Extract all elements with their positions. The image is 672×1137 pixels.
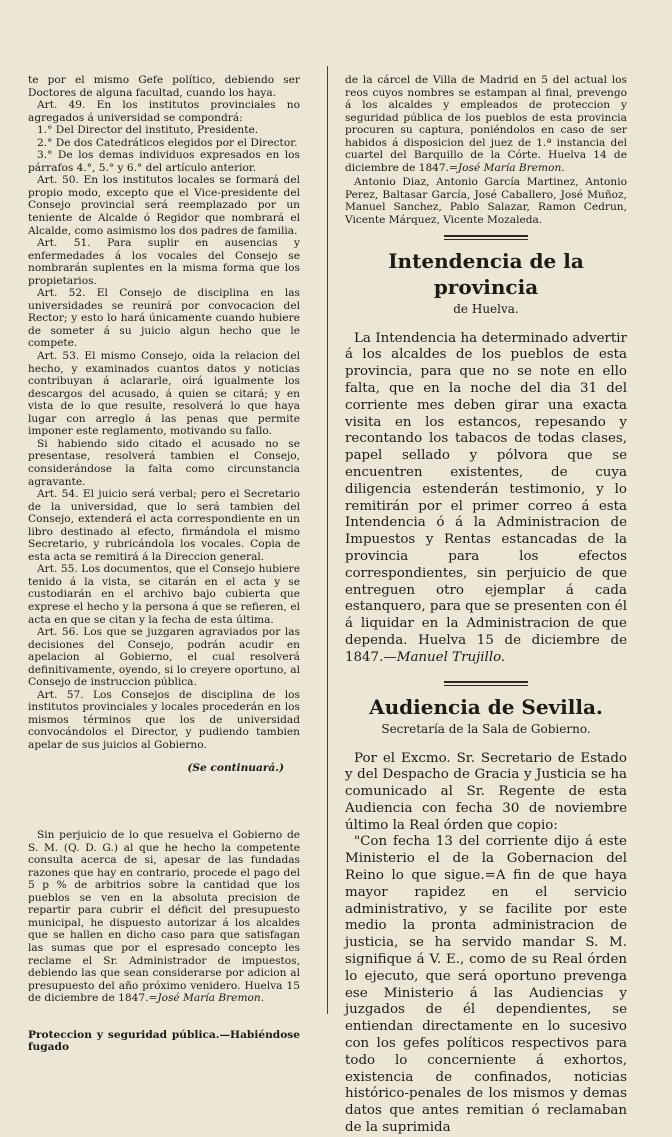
aviso-paragraph xyxy=(28,829,300,1005)
article-52: Art. 52. El Consejo de disciplina en las universidades se reunirá por convocacion del Rector; y esto lo hará únicamente cuando hubiere de someter á su juicio algun hecho que le compete. xyxy=(28,287,300,350)
intendencia-paragraph xyxy=(345,331,627,667)
article-53: Art. 53. El mismo Consejo, oida la relacion del hecho, y examinados cuantos datos y noticias contribuyan á aclararle, oirá igualmente los descargos del acusado, á quien se citará; y en vista de lo que resulte, resolverá lo que haya lugar con arreglo á las penas que permite imponer este reglamento, motivando su fallo. xyxy=(28,350,300,438)
article-53-continuation: Si habiendo sido citado el acusado no se presentase, resolverá tambien el Consejo, considerándose la falta como circunstancia agravante. xyxy=(28,437,300,488)
separator-2 xyxy=(345,681,627,686)
continua-note: (Se continuará.) xyxy=(187,761,284,774)
separator-1 xyxy=(345,235,627,240)
audiencia-paragraph-1: Por el Excmo. Sr. Secretario de Estado y del Despacho de Gracia y Justicia se ha comunicado al Sr. Regente de esta Audiencia con fecha 30 de noviembre último la Real órden que copio: xyxy=(345,750,627,833)
intendencia-heading: Intendencia de la provincia xyxy=(388,248,584,299)
fugitive-names: Antonio Diaz, Antonio García Martinez, Antonio Perez, Baltasar García, José Caballero, José Muñoz, Manuel Sanchez, Pablo Salazar, Ramon Cedrun, Vicente Márquez, Vicente Mozaleda. xyxy=(345,176,627,227)
article-49-item-2: 2.° De dos Catedráticos elegidos por el Director. xyxy=(37,136,298,149)
article-50: Art. 50. En los institutos locales se formará del propio modo, excepto que el Vice-presidente del Consejo provincial será reemplazado por un teniente de Alcalde ó Regidor que nombrará el Alcalde, como asimismo los dos padres de familia. xyxy=(28,174,300,237)
carcel-paragraph xyxy=(345,74,627,174)
left-column xyxy=(28,74,300,1054)
intro-paragraph: te por el mismo Gefe político, debiendo ser Doctores de alguna facultad, cuando los haya. xyxy=(28,74,300,99)
carcel-text: de la cárcel de Villa de Madrid en 5 del actual los reos cuyos nombres se estampan al final, prevengo á los alcaldes y empleados de proteccion y seguridad pública de los pueblos de esta provincia procuren su captura, poniéndolos en caso de ser habidos á disposicion del juez de 1.ª instancia del cuartel del Barquillo de la Córte. Huelva 14 de diciembre de 1847. xyxy=(345,74,627,174)
article-54: Art. 54. El juicio será verbal; pero el Secretario de la universidad, que lo será tambien del Consejo, extenderá el acta correspondiente en un libro destinado al efecto, firmándola el mismo Secretario, y rubricándola los vocales. Copia de esta acta se remitirá á la Direccion general. xyxy=(28,488,300,563)
aviso-signature: =José María Bremon. xyxy=(148,992,265,1005)
article-49-item-3: 3.° De los demas individuos expresados en los párrafos 4.°, 5.° y 6.° del artículo anterior. xyxy=(28,149,300,174)
column-divider xyxy=(327,66,328,1014)
carcel-signature: =José María Bremon. xyxy=(449,161,565,174)
right-column xyxy=(345,74,627,1137)
audiencia-subheading: Secretaría de la Sala de Gobierno. xyxy=(381,721,591,736)
audiencia-paragraph-2: "Con fecha 13 del corriente dijo á este Ministerio el de la Gobernacion del Reino lo que sigue.=A fin de que haya mayor rapidez en el servicio administrativo, y se facilite por este medio la pronta administracion de justicia, se ha servido mandar S. M. signifique á V. E., como de su Real órden lo ejecuto, que será oportuno prevenga ese Ministerio á las Audiencias y juzgados de él dependientes, se entiendan directamente en lo sucesivo con los gefes políticos respectivos para todo lo concerniente á exhortos, existencia de confinados, noticias histórico-penales de los mismos y demas datos que antes remitian ó reclamaban de la suprimida xyxy=(345,834,627,1136)
article-55: Art. 55. Los documentos, que el Consejo hubiere tenido á la vista, se citarán en el acta y se custodiarán en el archivo bajo cubierta que exprese el hecho y la persona á que se refieren, el acta en que se citan y la fecha de esta última. xyxy=(28,563,300,626)
audiencia-heading: Audiencia de Sevilla. xyxy=(369,694,603,719)
article-57: Art. 57. Los Consejos de disciplina de los institutos provinciales y locales procederán en los mismos términos que los de universidad convocándolos el Director, y pudiendo tambien apelar de sus juicios al Gobierno. xyxy=(28,688,300,751)
intendencia-signature: Manuel Trujillo. xyxy=(396,649,506,665)
aviso-text: Sin perjuicio de lo que resuelva el Gobierno de S. M. (Q. D. G.) al que he hecho la competente consulta acerca de si, apesar de las fundadas razones que hay en contrario, procede el pago del 5 p % de arbitrios sobre la cantidad que los pueblos se ven en la absoluta precision de repartir para cubrir el déficit del presupuesto municipal, he dispuesto autorizar á los alcaldes que se hallen en dicho caso para que satisfagan las sumas que por el espresado concepto les reclame el Sr. Administrador de impuestos, debiendo las que sean considerarse por adicion al presupuesto del año próximo venidero. Huelva 15 de diciembre de 1847. xyxy=(28,829,300,1005)
article-56: Art. 56. Los que se juzgaren agraviados por las decisiones del Consejo, podrán acudir en apelacion al Gobierno, el cual resolverá definitivamente, oyendo, si lo creyere oportuno, al Consejo de instruccion pública. xyxy=(28,626,300,689)
article-49-item-1: 1.° Del Director del instituto, Presidente. xyxy=(37,124,259,137)
footer-line: Proteccion y seguridad pública.—Habiéndose fugado xyxy=(28,1028,300,1054)
intendencia-text: La Intendencia ha determinado advertir á los alcaldes de los pueblos de esta provincia, para que no se note en ello falta, que en la noche del dia 31 del corriente mes deben girar una exacta visita en los estancos, repesando y recontando los tabacos de todas clases, papel sellado y pólvora que se encuentren existentes, de cuya diligencia estenderán testimonio, y lo remitirán por el primer correo á esta Intendencia ó á la Administracion de Impuestos y Rentas estancadas de la provincia para los efectos correspondientes, sin perjuicio de que entreguen otro ejemplar á cada estanquero, para que se presenten con él á liquidar en la Administracion de que dependa. Huelva 15 de diciembre de 1847.— xyxy=(345,330,627,665)
intendencia-subheading: de Huelva. xyxy=(453,301,519,316)
article-51: Art. 51. Para suplir en ausencias y enfermedades á los vocales del Consejo se nombrarán suplentes en la misma forma que los propietarios. xyxy=(28,237,300,287)
section-gap xyxy=(28,774,300,829)
article-49: Art. 49. En los institutos provinciales no agregados á universidad se compondrá: xyxy=(28,99,300,124)
